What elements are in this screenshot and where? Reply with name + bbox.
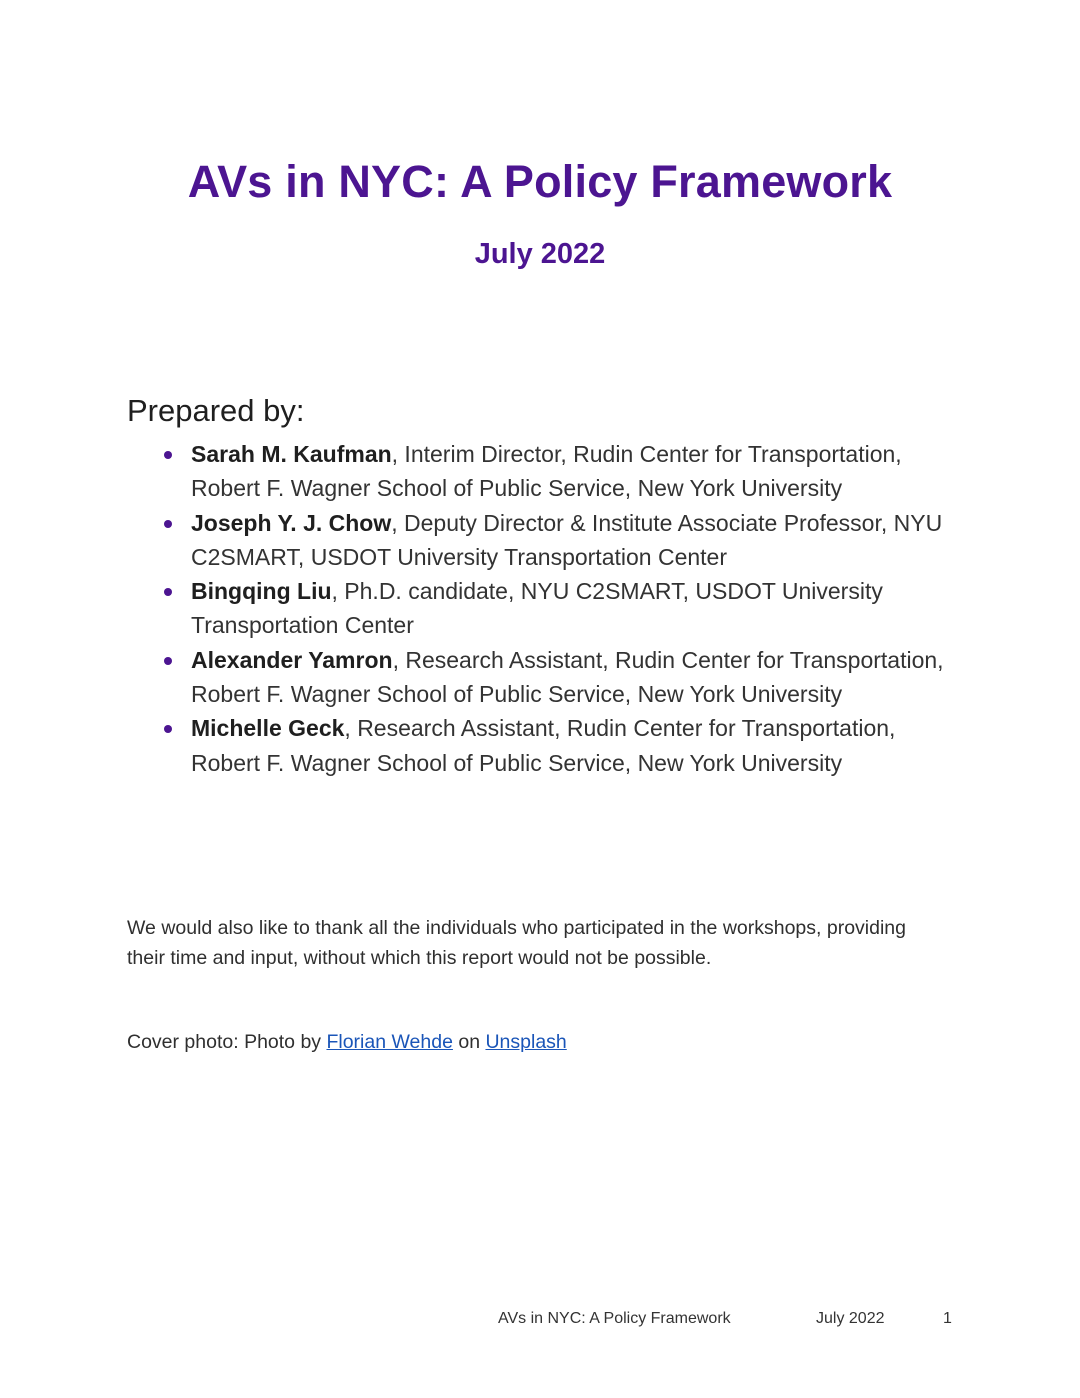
author-item: [191, 437, 961, 506]
author-description: , Ph.D. candidate, NYU C2SMART, USDOT University Transportation Center: [191, 578, 883, 639]
author-description: , Research Assistant, Rudin Center for Transportation, Robert F. Wagner School of Public Service, New York University: [191, 715, 896, 776]
author-description: , Research Assistant, Rudin Center for Transportation, Robert F. Wagner School of Public Service, New York University: [191, 646, 944, 708]
report-date: July 2022: [474, 238, 606, 270]
author-name: Michelle Geck: [191, 715, 345, 742]
cover-photo-credit: [127, 1031, 567, 1054]
author-name: Bingqing Liu: [191, 578, 332, 605]
author-item: [191, 574, 961, 643]
acknowledgement-paragraph: We would also like to thank all the individuals who participated in the workshops, providing their time and input, without which this report would not be possible.: [127, 917, 906, 969]
page-number: 1: [943, 1310, 952, 1327]
prepared-by-heading: Prepared by:: [127, 393, 305, 428]
bullet-icon: [164, 451, 172, 459]
photographer-link[interactable]: Florian Wehde: [326, 1031, 453, 1053]
author-name: Alexander Yamron: [191, 646, 393, 673]
author-item: [191, 643, 961, 712]
author-list: [191, 437, 961, 780]
author-name: Sarah M. Kaufman: [191, 441, 392, 467]
author-name: Joseph Y. J. Chow: [191, 509, 392, 536]
bullet-icon: [164, 588, 172, 596]
bullet-icon: [164, 520, 172, 528]
cover-credit-middle: on: [452, 1031, 486, 1053]
unsplash-link[interactable]: Unsplash: [485, 1031, 567, 1053]
bullet-icon: [164, 657, 172, 665]
bullet-icon: [164, 725, 172, 733]
page-title: AVs in NYC: A Policy Framework: [187, 156, 893, 208]
author-item: [191, 506, 961, 575]
author-item: [191, 711, 961, 780]
author-description: , Interim Director, Rudin Center for Transportation, Robert F. Wagner School of Public Service, New York University: [191, 441, 902, 502]
author-description: , Deputy Director & Institute Associate Professor, NYU C2SMART, USDOT University Transportation Center: [191, 509, 943, 570]
footer-title: AVs in NYC: A Policy Framework: [498, 1310, 731, 1327]
cover-credit-prefix: Cover photo: Photo by: [127, 1031, 327, 1053]
footer-date: July 2022: [816, 1310, 885, 1327]
